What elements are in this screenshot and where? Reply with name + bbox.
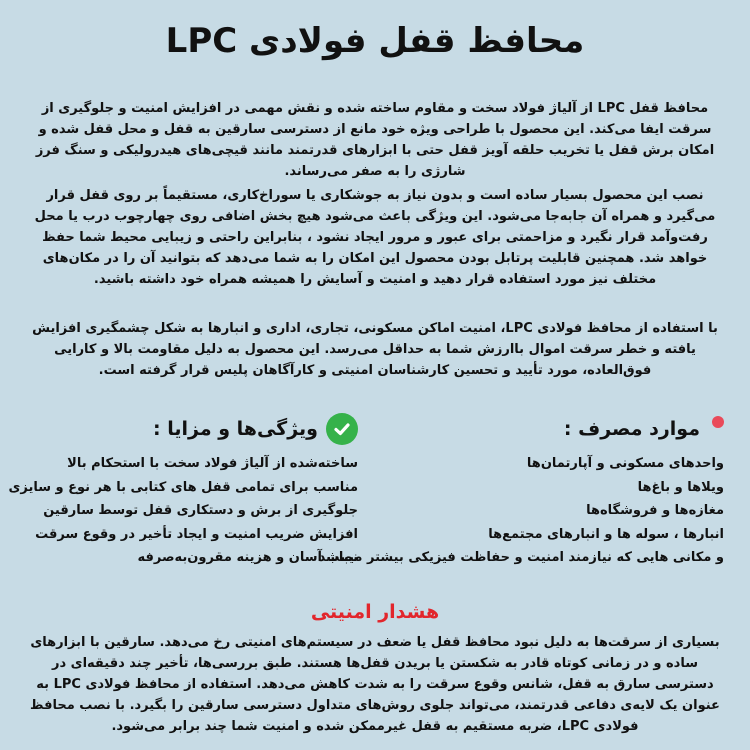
intro-paragraph: محافظ قفل LPC از آلیاژ فولاد سخت و مقاوم ساخته شده و نقش مهمی در افزایش امنیت و جلوگیری از سرقت ایفا می‌کند. این محصول با طراحی ویژه خود مانع از دسترسی سارقین به قفل و محل قفل شده و امکان برش قفل یا تخریب حلقه آویز قفل حتی با ابزارهای قدرتمند مانند قیچی‌های هیدرولیکی و سنگ فرز شارژی را به صفر می‌رساند. <box>35 101 715 179</box>
list-item: واحدهای مسکونی و آپارتمان‌ها <box>526 456 724 471</box>
list-item: انبارها ، سوله ها و انبارهای مجتمع‌ها <box>488 526 724 542</box>
features-heading-row <box>18 412 358 446</box>
red-dot-icon <box>712 416 724 428</box>
list-item: مغازه‌ها و فروشگاه‌ها <box>586 503 724 518</box>
page-title: محافظ قفل فولادی LPC <box>165 21 585 61</box>
uses-heading-row <box>364 412 724 446</box>
list-item: ساخته‌شده از آلیاژ فولاد سخت با استحکام بالا <box>67 456 358 471</box>
list-item: جلوگیری از برش و دستکاری قفل توسط سارقین <box>43 503 358 518</box>
uses-list <box>318 452 724 570</box>
features-heading: ویژگی‌ها و مزایا : <box>153 418 318 440</box>
list-item: و مکانی هایی که نیازمند امنیت و حفاظت فیزیکی بیشتر میباشد <box>318 550 724 565</box>
warning-paragraph: بسیاری از سرقت‌ها به دلیل نبود محافظ قفل یا ضعف در سیستم‌های امنیتی رخ می‌دهد. سارقین با ابزارهای ساده و در زمانی کوتاه قادر به شکستن یا بریدن قفل‌ها هستند. طبق بررسی‌ها، تأخیر چند دقیقه‌ای در دسترسی سارق به قفل، شانس وقوع سرقت را به شدت کاهش می‌دهد. استفاده از محافظ فولادی LPC به عنوان یک لایه‌ی دفاعی قدرتمند، می‌تواند جلوی روش‌های متداول دسترسی سارقین را بگیرد. با نصب محافظ فولادی LPC، ضربه مستقیم به قفل غیرممکن شده و امنیت شما چند برابر می‌شود. <box>30 635 720 734</box>
list-item: مناسب برای تمامی قفل های کتابی با هر نوع و سایزی <box>8 479 358 495</box>
features-list <box>8 452 358 570</box>
uses-section <box>318 412 724 570</box>
check-circle-icon <box>326 413 358 445</box>
list-item: ویلاها و باغ‌ها <box>637 479 724 495</box>
list-item: افزایش ضریب امنیت و ایجاد تأخیر در وقوع سرقت <box>35 526 358 542</box>
usage-paragraph: با استفاده از محافظ فولادی LPC، امنیت اماکن مسکونی، تجاری، اداری و انبارها به شکل چشمگیری افزایش یافته و خطر سرقت اموال باارزش شما به حداقل می‌رسد. این محصول به دلیل مقاومت بالا و کارایی فوق‌العاده، مورد تأیید و تحسین کارشناسان امنیتی و کارآگاهان پلیس قرار گرفته است. <box>32 321 718 378</box>
features-section <box>8 412 358 570</box>
installation-paragraph: نصب این محصول بسیار ساده است و بدون نیاز به جوشکاری یا سوراخ‌کاری، مستقیماً بر روی قفل قرار می‌گیرد و همراه آن جابه‌جا می‌شود. این ویژگی باعث می‌شود هیچ بخش اضافی روی چهارچوب درب یا محل رفت‌وآمد قرار نگیرد و مزاحمتی برای عبور و مرور ایجاد نشود ، بنابراین راحتی و زیبایی محیط شما حفظ خواهد شد. همچنین قابلیت پرتابل بودن محصول این امکان را به شما می‌دهد که بتوانید آن را در مکان‌های مختلف نیز مورد استفاده قرار دهید و امنیت و آسایش را همیشه همراه خود داشته باشید. <box>34 188 716 287</box>
warning-title: هشدار امنیتی <box>310 601 440 623</box>
list-item: نصب آسان و هزینه مقرون‌به‌صرفه <box>137 550 358 565</box>
uses-heading: موارد مصرف : <box>563 418 700 440</box>
